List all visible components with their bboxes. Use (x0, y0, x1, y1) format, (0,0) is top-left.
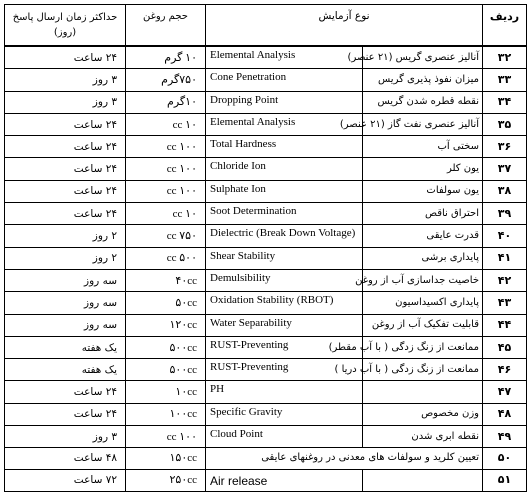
row-number-cell: ۴۴ (483, 314, 527, 336)
test-name-english-cell: Demulsibility (206, 269, 363, 291)
test-name-english-cell: PH (206, 381, 363, 403)
oil-volume-cell: ۱۰۰ cc (126, 180, 206, 202)
test-name-english-cell: Sulphate Ion (206, 180, 363, 202)
test-name-persian-cell: میزان نفوذ پذیری گریس (363, 69, 483, 91)
table-row (5, 314, 527, 336)
response-time-cell: ۲۴ ساعت (5, 381, 126, 403)
table-row (5, 403, 527, 425)
response-time-cell: ۳ روز (5, 91, 126, 113)
oil-volume-cell: ۷۵۰گرم (126, 69, 206, 91)
test-name-persian-cell: تعیین کلرید و سولفات های معدنی در روغنهای عایقی (206, 448, 483, 469)
response-time-cell: ۲۴ ساعت (5, 136, 126, 158)
row-number-cell: ۴۱ (483, 247, 527, 269)
test-name-persian-cell: ممانعت از زنگ زدگی ( با آب دریا ) (363, 359, 483, 381)
response-time-cell: ۳ روز (5, 69, 126, 91)
table-row (5, 91, 527, 113)
table-row (5, 225, 527, 247)
response-time-cell: ۲ روز (5, 225, 126, 247)
table-row (5, 203, 527, 225)
response-time-cell: ۳ روز (5, 426, 126, 448)
oil-volume-cell: ۱۰ گرم (126, 46, 206, 69)
row-number-cell: ۵۰ (483, 448, 527, 469)
test-name-english-cell: RUST-Preventing (206, 359, 363, 381)
oil-volume-cell: ۲۵۰cc (126, 469, 206, 491)
table-row (5, 381, 527, 403)
test-name-english-cell: Soot Determination (206, 203, 363, 225)
header-test-type: نوع آزمایش (206, 5, 483, 47)
test-name-english-cell: Air release (206, 469, 363, 491)
response-time-cell: سه روز (5, 269, 126, 291)
table-row (5, 426, 527, 448)
test-name-english-cell: Specific Gravity (206, 403, 363, 425)
table-row (5, 469, 527, 491)
response-time-cell: سه روز (5, 314, 126, 336)
test-name-persian-cell: خاصیت جداسازی آب از روغن (363, 269, 483, 291)
row-number-cell: ۳۸ (483, 180, 527, 202)
test-name-persian-cell: پایداری برشی (363, 247, 483, 269)
response-time-cell: یک هفته (5, 359, 126, 381)
row-number-cell: ۴۶ (483, 359, 527, 381)
test-name-persian-cell (363, 469, 483, 491)
test-name-persian-cell: احتراق ناقص (363, 203, 483, 225)
response-time-cell: ۲۴ ساعت (5, 46, 126, 69)
response-time-cell: ۲۴ ساعت (5, 403, 126, 425)
table-row (5, 359, 527, 381)
test-name-persian-cell: قدرت عایقی (363, 225, 483, 247)
test-name-persian-cell (363, 381, 483, 403)
row-number-cell: ۴۹ (483, 426, 527, 448)
test-name-english-cell: Elemental Analysis (206, 113, 363, 135)
response-time-cell: ۲ روز (5, 247, 126, 269)
oil-volume-cell: ۱۰۰cc (126, 403, 206, 425)
table-row (5, 69, 527, 91)
oil-volume-cell: ۷۵۰ cc (126, 225, 206, 247)
oil-volume-cell: ۱۰۰ cc (126, 426, 206, 448)
test-name-english-cell: Dropping Point (206, 91, 363, 113)
row-number-cell: ۳۷ (483, 158, 527, 180)
response-time-cell: ۲۴ ساعت (5, 158, 126, 180)
row-number-cell: ۳۹ (483, 203, 527, 225)
row-number-cell: ۵۱ (483, 469, 527, 491)
test-name-persian-cell: یون کلر (363, 158, 483, 180)
row-number-cell: ۴۳ (483, 292, 527, 314)
table-header-row (5, 5, 527, 47)
table-row (5, 292, 527, 314)
test-name-persian-cell: آنالیز عنصری گریس (۲۱ عنصر) (363, 46, 483, 69)
table-row (5, 180, 527, 202)
test-name-english-cell: Total Hardness (206, 136, 363, 158)
oil-volume-cell: ۱۰۰ cc (126, 136, 206, 158)
header-max-response-time: حداکثر زمان ارسال پاسخ (روز) (5, 5, 126, 47)
test-name-persian-cell: نقطه قطره شدن گریس (363, 91, 483, 113)
oil-volume-cell: ۵۰۰ cc (126, 247, 206, 269)
test-name-english-cell: Oxidation Stability (RBOT) (206, 292, 363, 314)
test-name-persian-cell: آنالیز عنصری نفت گاز (۲۱ عنصر) (363, 113, 483, 135)
row-number-cell: ۳۵ (483, 113, 527, 135)
test-name-english-cell: RUST-Preventing (206, 336, 363, 358)
table-row (5, 113, 527, 135)
row-number-cell: ۳۴ (483, 91, 527, 113)
oil-volume-cell: ۱۰۰ cc (126, 158, 206, 180)
response-time-cell: ۲۴ ساعت (5, 113, 126, 135)
test-name-english-cell: Elemental Analysis (206, 46, 363, 69)
row-number-cell: ۴۵ (483, 336, 527, 358)
table-row (5, 448, 527, 469)
table-row (5, 269, 527, 291)
header-row-number: ردیف (483, 5, 527, 47)
oil-volume-cell: ۴۰cc (126, 269, 206, 291)
response-time-cell: یک هفته (5, 336, 126, 358)
oil-volume-cell: ۵۰۰cc (126, 359, 206, 381)
response-time-cell: سه روز (5, 292, 126, 314)
table-row (5, 46, 527, 69)
response-time-cell: ۴۸ ساعت (5, 448, 126, 469)
test-name-persian-cell: وزن مخصوص (363, 403, 483, 425)
row-number-cell: ۳۶ (483, 136, 527, 158)
oil-volume-cell: ۱۰ cc (126, 113, 206, 135)
oil-volume-cell: ۱۵۰cc (126, 448, 206, 469)
row-number-cell: ۴۰ (483, 225, 527, 247)
test-name-persian-cell: سختی آب (363, 136, 483, 158)
oil-volume-cell: ۵۰۰cc (126, 336, 206, 358)
test-name-english-cell: Water Separability (206, 314, 363, 336)
oil-volume-cell: ۱۰ cc (126, 203, 206, 225)
oil-volume-cell: ۵۰cc (126, 292, 206, 314)
test-name-persian-cell: قابلیت تفکیک آب از روغن (363, 314, 483, 336)
oil-volume-cell: ۱۰cc (126, 381, 206, 403)
response-time-cell: ۲۴ ساعت (5, 203, 126, 225)
table-row (5, 136, 527, 158)
row-number-cell: ۴۲ (483, 269, 527, 291)
response-time-cell: ۲۴ ساعت (5, 180, 126, 202)
row-number-cell: ۴۸ (483, 403, 527, 425)
test-name-english-cell: Chloride Ion (206, 158, 363, 180)
test-name-english-cell: Cone Penetration (206, 69, 363, 91)
row-number-cell: ۳۲ (483, 46, 527, 69)
test-name-persian-cell: نقطه ابری شدن (363, 426, 483, 448)
test-price-table-container (4, 4, 527, 492)
lab-tests-table (4, 4, 527, 492)
test-name-persian-cell: ممانعت از زنگ زدگی ( با آب مقطر) (363, 336, 483, 358)
table-row (5, 158, 527, 180)
test-name-persian-cell: پایداری اکسیداسیون (363, 292, 483, 314)
row-number-cell: ۳۳ (483, 69, 527, 91)
test-name-english-cell: Shear Stability (206, 247, 363, 269)
test-name-english-cell: Cloud Point (206, 426, 363, 448)
table-row (5, 247, 527, 269)
response-time-cell: ۷۲ ساعت (5, 469, 126, 491)
table-row (5, 336, 527, 358)
test-name-persian-cell: یون سولفات (363, 180, 483, 202)
oil-volume-cell: ۱۲۰cc (126, 314, 206, 336)
oil-volume-cell: ۱۰گرم (126, 91, 206, 113)
row-number-cell: ۴۷ (483, 381, 527, 403)
header-oil-volume: حجم روغن (126, 5, 206, 47)
test-name-english-cell: Dielectric (Break Down Voltage) (206, 225, 363, 247)
